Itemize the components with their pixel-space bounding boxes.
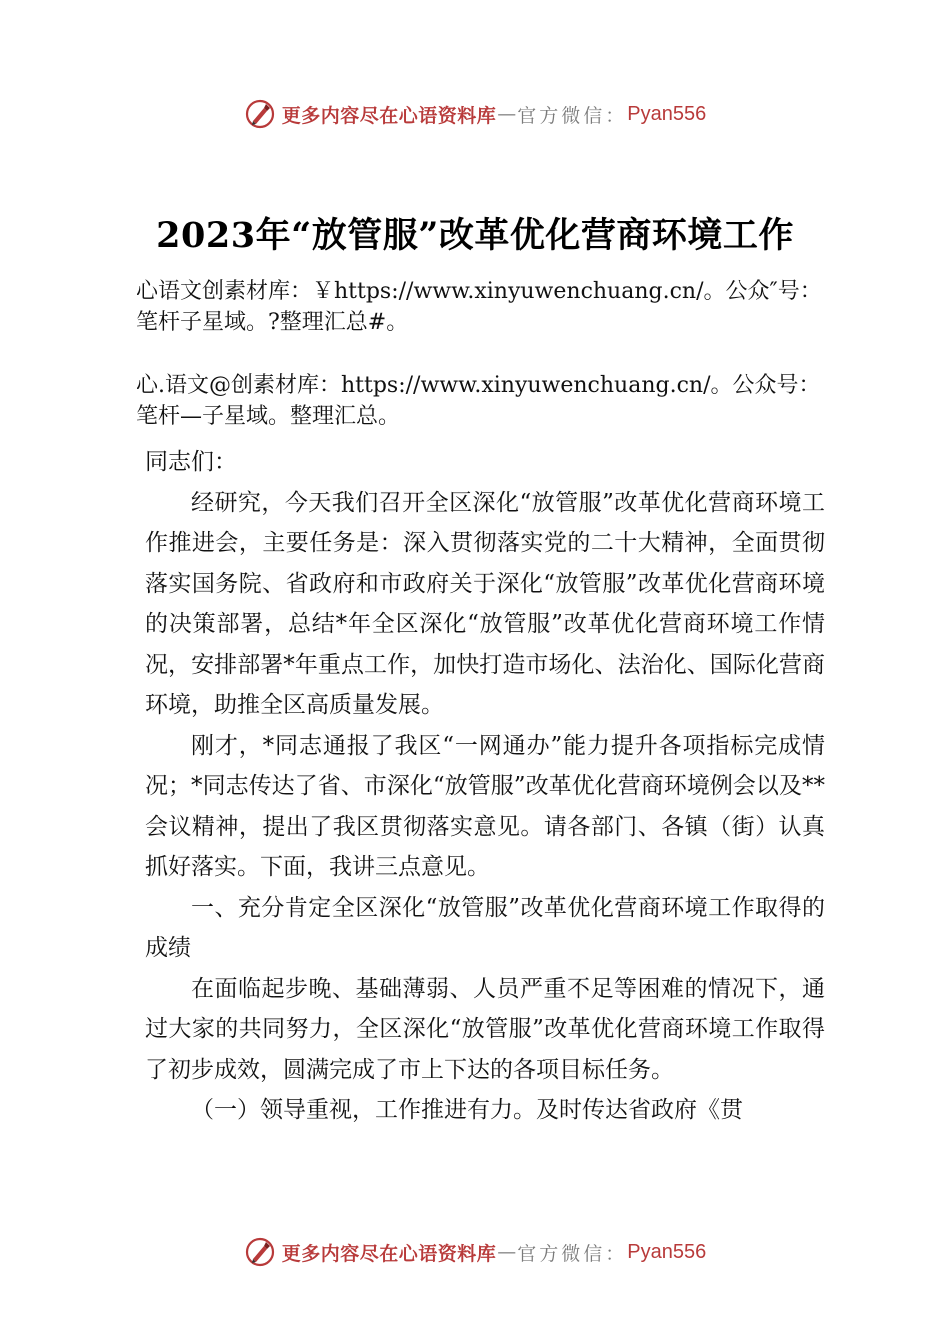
source-note-1: 心语文创素材库：￥https://www.xinyuwenchuang.cn/。公众″号：笔杆子星域。?整理汇总#。	[136, 279, 822, 335]
banner-official-label: 官方微信：	[517, 104, 628, 127]
banner-official-label: 官方微信：	[517, 1242, 628, 1265]
banner-dash: —	[497, 103, 517, 125]
header-banner	[0, 94, 950, 134]
document-title: 2023年“放管服”改革优化营商环境工作	[156, 215, 794, 256]
pen-logo-icon	[244, 98, 276, 130]
pen-logo-icon	[244, 1236, 276, 1268]
banner-dash: —	[497, 1241, 517, 1263]
source-note-2: 心.语文@创素材库：https://www.xinyuwenchuang.cn/。公众号：笔杆—子星域。整理汇总。	[136, 373, 821, 429]
section-heading: 一、充分肯定全区深化“放管服”改革优化营商环境工作取得的成绩	[145, 894, 825, 961]
banner-wechat-id: Pyan556	[627, 1240, 707, 1263]
banner-library-text: 更多内容尽在心语资料库	[281, 1242, 497, 1265]
document-body	[145, 442, 825, 1131]
subsection-heading: （一）领导重视，工作推进有力。及时传达省政府《贯	[191, 1097, 743, 1123]
paragraph: 经研究，今天我们召开全区深化“放管服”改革优化营商环境工作推进会，主要任务是：深入贯彻落实党的二十大精神，全面贯彻落实国务院、省政府和市政府关于深化“放管服”改革优化营商环境的决策部署，总结*年全区深化“放管服”改革优化营商环境工作情况，安排部署*年重点工作，加快打造市场化、法治化、国际化营商环境，助推全区高质量发展。	[145, 489, 825, 718]
banner-wechat-id: Pyan556	[627, 102, 707, 125]
banner-library-text: 更多内容尽在心语资料库	[281, 104, 497, 127]
paragraph: 在面临起步晚、基础薄弱、人员严重不足等困难的情况下，通过大家的共同努力，全区深化“放管服”改革优化营商环境工作取得了初步成效，圆满完成了市上下达的各项目标任务。	[145, 975, 825, 1083]
greeting: 同志们：	[145, 449, 237, 475]
footer-banner	[0, 1232, 950, 1272]
paragraph: 刚才，*同志通报了我区“一网通办”能力提升各项指标完成情况；*同志传达了省、市深化“放管服”改革优化营商环境例会以及**会议精神，提出了我区贯彻落实意见。请各部门、各镇（街）认真抓好落实。下面，我讲三点意见。	[145, 732, 825, 880]
